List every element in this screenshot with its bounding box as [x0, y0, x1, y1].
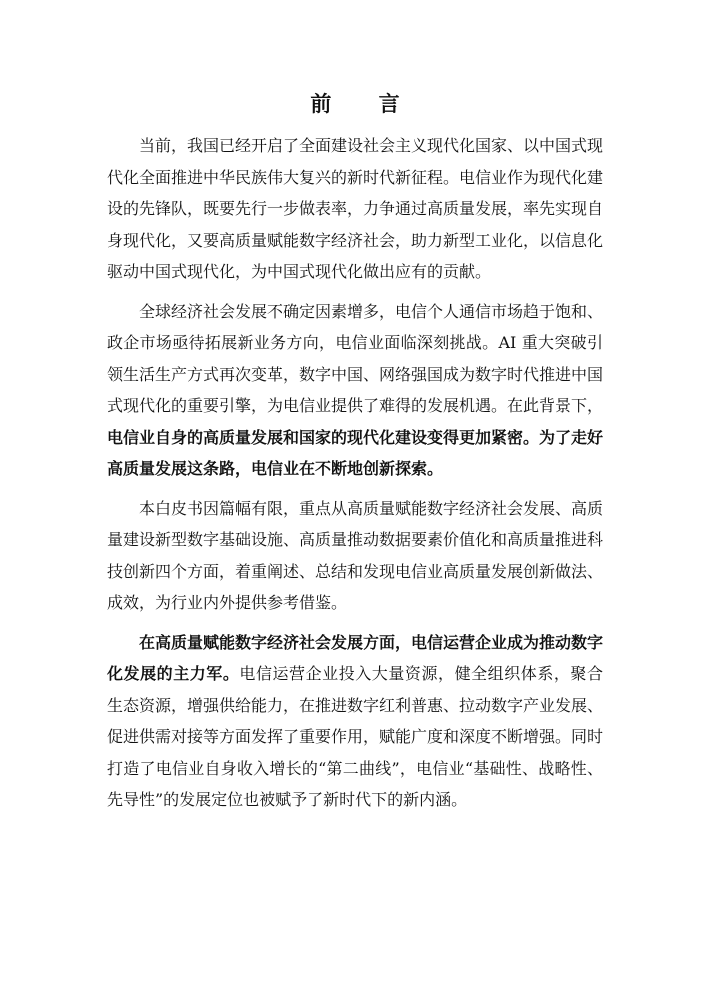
document-body [107, 130, 603, 824]
page-title: 前 言 [310, 92, 420, 116]
paragraph-4-text: 电信运营企业投入大量资源，健全组织体系，聚合生态资源，增强供给能力，在推进数字红利普惠、拉动数字产业发展、促进供需对接等方面发挥了重要作用，赋能广度和深度不断增强。同时打造了电信业自身收入增长的“第二曲线”，电信业“基础性、战略性、先导性”的发展定位也被赋予了新时代下的新内涵。 [107, 664, 604, 809]
paragraph-1 [107, 130, 603, 288]
paragraph-4 [107, 627, 603, 816]
paragraph-2 [107, 296, 603, 485]
paragraph-2-bold-text: 电信业自身的高质量发展和国家的现代化建设变得更加紧密。为了走好高质量发展这条路，电信业在不断地创新探索。 [107, 427, 604, 478]
paragraph-2-text: 全球经济社会发展不确定因素增多，电信个人通信市场趋于饱和、政企市场亟待拓展新业务方向，电信业面临深刻挑战。AI 重大突破引领生活生产方式再次变革，数字中国、网络强国成为数字时代推进中国式现代化的重要引擎，为电信业提供了难得的发展机遇。在此背景下， [107, 301, 604, 415]
paragraph-3 [107, 493, 603, 619]
paragraph-3-text: 本白皮书因篇幅有限，重点从高质量赋能数字经济社会发展、高质量建设新型数字基础设施、高质量推动数据要素价值化和高质量推进科技创新四个方面，着重阐述、总结和发现电信业高质量发展创新做法、成效，为行业内外提供参考借鉴。 [107, 498, 604, 612]
paragraph-1-text: 当前，我国已经开启了全面建设社会主义现代化国家、以中国式现代化全面推进中华民族伟大复兴的新时代新征程。电信业作为现代化建设的先锋队，既要先行一步做表率，力争通过高质量发展，率先实现自身现代化，又要高质量赋能数字经济社会，助力新型工业化，以信息化驱动中国式现代化，为中国式现代化做出应有的贡献。 [107, 136, 604, 281]
paragraph-4-bold-text: 在高质量赋能数字经济社会发展方面，电信运营企业成为推动数字化发展的主力军。 [107, 632, 604, 683]
